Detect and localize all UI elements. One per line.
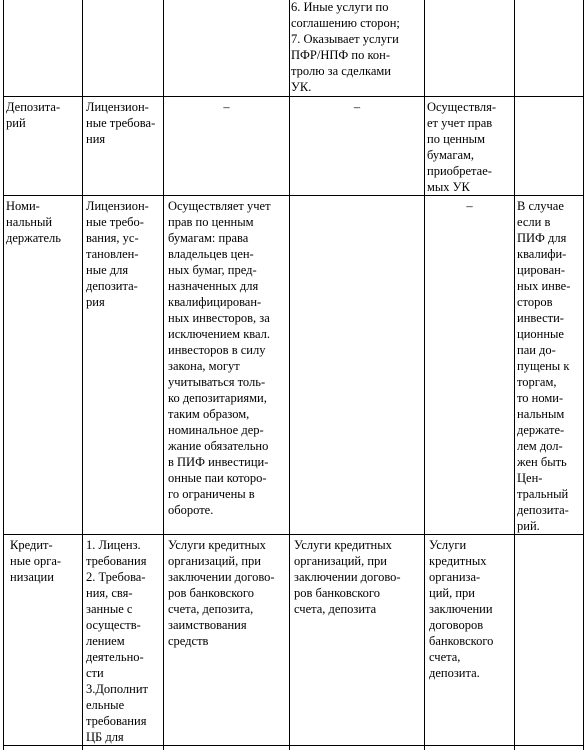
table-border-right: [583, 0, 584, 750]
nominee-requirements: Лицензион- ные требо- вания, ус- тановлен- ные для депозита- рия: [86, 199, 149, 309]
nominee-col3-text: Осуществляет учет прав по ценным бумагам: права владельцев цен- ных бумаг, пред- назначенных для квалифицирован- ных инвесторов, за исключением квал. инвесторов в силу закона, могут учитываться толь- ко депозитариями, таким образом, номинальное дер- жание обязательно в ПИФ инвестици- онные паи которо- го ограничены в обороте.: [168, 199, 271, 517]
credit-org-name: Кредит- ные орга- низации: [10, 538, 62, 584]
depositary-col3-dash: –: [223, 100, 230, 114]
top-row-col6-text: 6. Иные услуги по соглашению сторон; 7. Оказывает услуги ПФР/НПФ по кон- тролю за сделками УК.: [291, 0, 400, 94]
nominee-col6-text: В случае если в ПИФ для квалифи- цирован- ных инве- сторов инвести- ционные паи до- пущены к торгам, то номи- нальным держате- лем дол- жен быть Цен- тральный депозита- рий.: [517, 199, 571, 533]
column-divider: [514, 0, 515, 750]
row-divider: [3, 96, 583, 97]
table-border-left: [3, 0, 4, 750]
credit-org-col4-text: Услуги кредитных организаций, при заключении догово- ров банковского счета, депозита: [294, 538, 401, 616]
depositary-requirements: Лицензион- ные требова- ния: [86, 100, 156, 146]
row-divider: [3, 534, 583, 535]
column-divider: [82, 0, 83, 750]
row-divider: [3, 195, 583, 196]
depositary-col4-dash: –: [353, 100, 361, 114]
depositary-col6-text: Осуществля- ет учет прав по ценным бумагам, приобретае- мых УК: [427, 100, 497, 194]
credit-org-requirements: 1. Лиценз. требования 2. Требова- ния, свя- занные с осуществ- лением деятельно- сти 3.Дополнит ельные требования ЦБ для: [86, 538, 149, 744]
depositary-name: Депозита- рий: [6, 100, 61, 130]
nominee-name: Номи- нальный держатель: [6, 199, 61, 245]
nominee-col5-dash: –: [466, 199, 473, 213]
column-divider: [424, 0, 425, 750]
credit-org-col5-text: Услуги кредитных организа- ций, при заключении договоров банковского счета, депозита.: [429, 538, 494, 680]
credit-org-col3-text: Услуги кредитных организаций, при заключении догово- ров банковского счета, депозита, заимствования средств: [168, 538, 275, 648]
table-border-bottom: [3, 745, 583, 746]
